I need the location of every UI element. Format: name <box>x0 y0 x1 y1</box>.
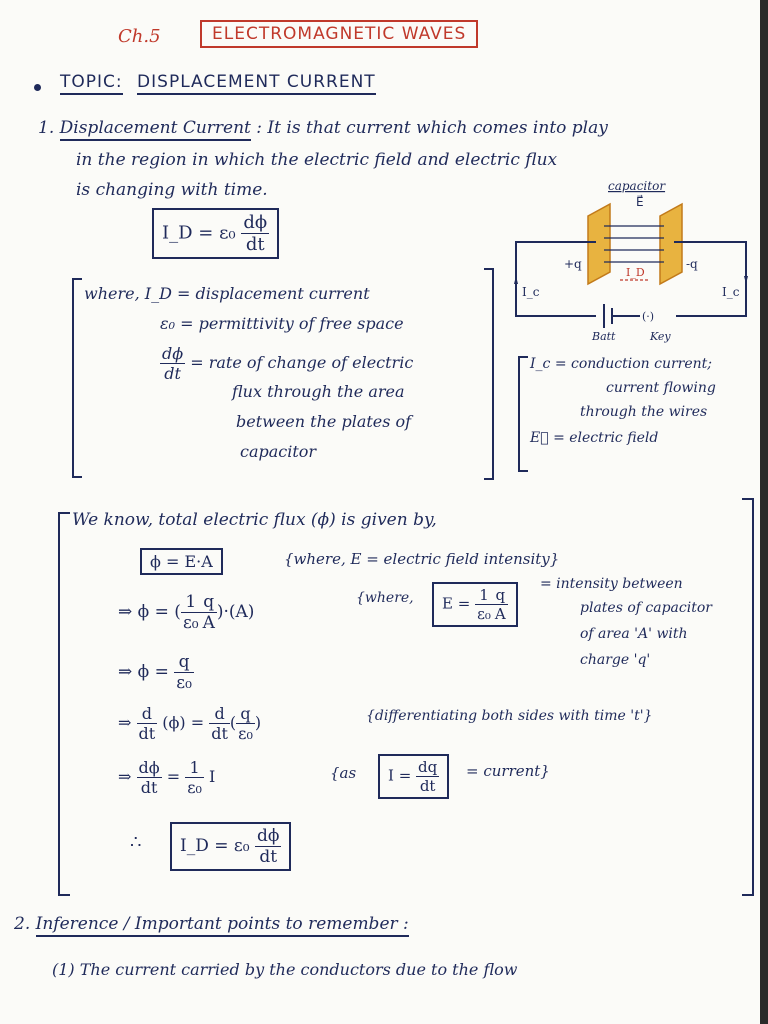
final-den: dt <box>259 847 278 867</box>
derivation-intro: We know, total electric flux (ϕ) is given by, <box>72 510 437 530</box>
i-den: dt <box>419 777 436 795</box>
topic-label: TOPIC: <box>60 72 123 95</box>
legend-l2: current flowing <box>606 380 716 396</box>
i-num: dq <box>418 758 438 776</box>
rate-den: dt <box>164 364 181 383</box>
where-intro: where, <box>84 284 140 303</box>
where-bracket-left <box>72 278 82 478</box>
step5-pre: ⇒ <box>118 767 132 786</box>
step4-d1: d <box>137 704 158 724</box>
section2-heading-line <box>14 914 409 934</box>
flux-box: ϕ = E·A <box>140 548 223 575</box>
section2-point1: (1) The current carried by the conductors due to the flow <box>52 960 518 979</box>
chapter-title: ELECTROMAGNETIC WAVES <box>200 20 478 48</box>
formula-numerator: dϕ <box>243 212 268 233</box>
key-label: Key <box>650 330 671 343</box>
where-bracket-right <box>484 268 494 480</box>
final-formula-box <box>170 822 291 871</box>
formula-lhs: I_D = ε₀ <box>162 222 236 244</box>
step4-q: q <box>236 704 255 724</box>
section1-def-line1: : It is that current which comes into play <box>256 118 608 138</box>
e-box-f1-den: ε₀ <box>477 605 491 623</box>
where2: {where, <box>356 590 414 606</box>
chapter-label: Ch.5 <box>118 26 161 47</box>
capacitor-circuit-diagram <box>500 176 756 346</box>
step5-e0: ε₀ <box>187 778 202 797</box>
step4: ⇒ $\frac{d}{dt}$ (ϕ) = $\frac{d}{dt}$ ( $\frac{q}{\text{ε₀}}$ ) <box>118 704 262 743</box>
legend-ic: I_c = conduction current; <box>530 356 712 372</box>
circuit-wires <box>516 242 746 328</box>
where-l5: between the plates of <box>236 412 412 431</box>
bullet-dot <box>34 84 41 91</box>
where-l4: flux through the area <box>232 382 405 401</box>
step2: ⇒ ϕ = ( $\frac{1}{\text{ε₀}}$ $\frac{q}{A}$ )·(A) <box>118 592 255 633</box>
capacitor-label: capacitor <box>608 179 666 193</box>
step4-dt2: dt <box>211 724 228 743</box>
e-note1: = intensity between <box>540 576 683 592</box>
e-note4: charge 'q' <box>580 652 651 668</box>
section1-def-line3: is changing with time. <box>76 180 268 200</box>
legend-e: E⃗ = electric field <box>530 430 659 446</box>
e-box-f2-den: A <box>494 605 506 623</box>
step5-I: I <box>209 767 216 786</box>
step3-pre: ⇒ ϕ = <box>118 662 169 682</box>
ic-right-label: I_c <box>722 285 740 299</box>
step2-pre: ⇒ ϕ = <box>118 602 169 622</box>
where-id-def: I_D = displacement current <box>144 284 370 303</box>
step3 <box>118 652 194 693</box>
ic-right-arrow <box>744 276 748 284</box>
right-plate <box>660 204 682 284</box>
e-box <box>432 582 518 627</box>
displacement-formula-box <box>152 208 279 259</box>
key-symbol: (·) <box>642 310 655 323</box>
derivation-bracket-left <box>58 512 70 896</box>
i-note: = current} <box>466 762 550 780</box>
rate-text: = rate of change of electric <box>190 353 414 372</box>
step4-e0: ε₀ <box>238 724 253 743</box>
step2-f1-den: ε₀ <box>182 613 199 633</box>
i-box <box>378 754 449 799</box>
ic-left-label: I_c <box>522 285 540 299</box>
legend-l3: through the wires <box>580 404 708 420</box>
step2-post: ·(A) <box>223 602 255 622</box>
plus-q: +q <box>564 257 582 271</box>
step4-pre: ⇒ <box>118 713 132 732</box>
step2-f2-num: q <box>201 592 217 613</box>
step4-note: {differentiating both sides with time 't'} <box>366 708 653 724</box>
field-lines <box>604 226 664 262</box>
section1-def-line2: in the region in which the electric field and electric flux <box>76 150 558 170</box>
step3-den: ε₀ <box>176 673 192 693</box>
topic-name: DISPLACEMENT CURRENT <box>137 72 376 95</box>
where-l6: capacitor <box>240 442 317 461</box>
rate-num: dϕ <box>162 344 184 363</box>
step4-d2: d <box>209 704 230 724</box>
final-num: dϕ <box>256 826 280 846</box>
derivation-bracket-right <box>742 498 754 896</box>
e-note2: plates of capacitor <box>580 600 712 616</box>
e-box-lhs: E = <box>442 594 471 613</box>
step5 <box>118 758 215 797</box>
topic-line <box>60 72 376 92</box>
step4-mid: (ϕ) = <box>162 713 205 732</box>
e-box-f2-num: q <box>493 586 508 605</box>
step5-den: dt <box>140 778 158 797</box>
field-label: E⃗ <box>636 195 644 209</box>
legend-bracket-left <box>518 356 528 472</box>
e-note3: of area 'A' with <box>580 626 688 642</box>
section1-term: Displacement Current <box>60 118 251 141</box>
minus-q: -q <box>686 257 698 271</box>
id-label: I_D <box>626 266 645 279</box>
e-box-f1-num: 1 <box>475 586 493 605</box>
where-line1 <box>84 284 370 303</box>
flux-note: {where, E = electric field intensity} <box>284 550 560 568</box>
where-rate-line <box>160 344 413 383</box>
section2-heading: Inference / Important points to remember : <box>36 914 409 937</box>
formula-denominator: dt <box>245 234 265 255</box>
step5-eq: = <box>166 767 181 786</box>
final-lhs: I_D = ε₀ <box>180 836 250 856</box>
step5-as: {as <box>330 764 357 782</box>
step4-dt1: dt <box>138 724 156 743</box>
step5-one: 1 <box>185 758 204 778</box>
battery-label: Batt <box>592 330 616 343</box>
step5-num: dϕ <box>138 758 160 777</box>
where-e0-def: ε₀ = permittivity of free space <box>160 314 404 333</box>
step2-f1-num: 1 <box>181 592 201 613</box>
step3-num: q <box>174 652 194 673</box>
i-box-lhs: I = <box>388 766 412 785</box>
therefore-symbol: ∴ <box>130 832 142 853</box>
step2-f2-den: A <box>202 613 215 633</box>
section2-number: 2. <box>14 914 31 934</box>
ic-left-arrow <box>514 276 518 284</box>
section1-number: 1. <box>38 118 55 138</box>
left-plate <box>588 204 610 284</box>
section1-line1 <box>38 118 608 138</box>
